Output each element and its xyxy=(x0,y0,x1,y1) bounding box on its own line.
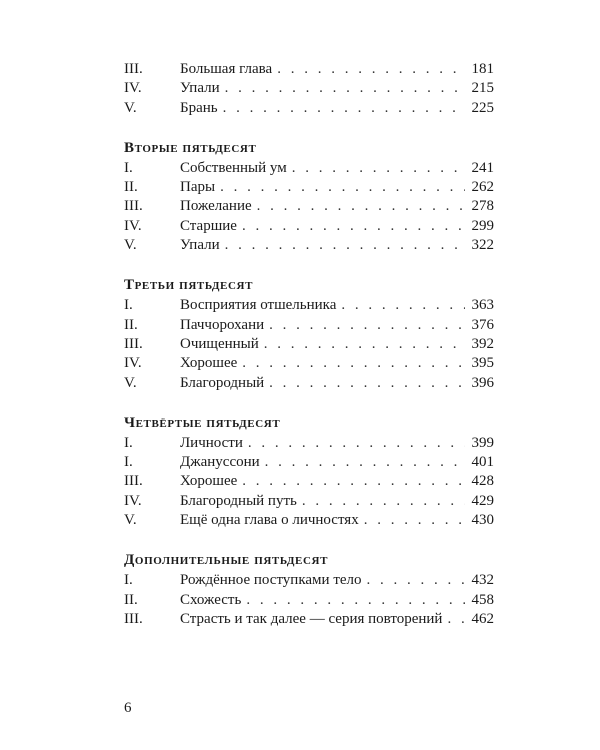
dot-leader xyxy=(447,610,465,629)
entry-page-number: 376 xyxy=(471,316,494,333)
entry-title: Брань xyxy=(180,99,218,116)
entry-page-number: 429 xyxy=(471,492,494,509)
toc-entry[interactable] xyxy=(124,236,494,255)
entry-number: V. xyxy=(124,99,137,116)
entry-number: I. xyxy=(124,572,133,589)
entry-page-number: 396 xyxy=(471,374,494,391)
entry-title: Паччорохани xyxy=(180,316,265,333)
entry-number: IV. xyxy=(124,80,142,97)
entry-title: Упали xyxy=(180,237,220,254)
entry-title: Хорошее xyxy=(180,355,238,372)
entry-page-number: 225 xyxy=(471,99,494,116)
entry-number: III. xyxy=(124,473,143,490)
toc-entry[interactable] xyxy=(124,178,494,197)
dot-leader xyxy=(257,197,465,216)
toc-entry[interactable] xyxy=(124,217,494,236)
toc-entry[interactable] xyxy=(124,335,494,354)
toc-section xyxy=(124,413,494,530)
entry-page-number: 262 xyxy=(471,179,494,196)
toc-entry[interactable] xyxy=(124,316,494,335)
section-heading: Третьи пятьдесят xyxy=(124,277,254,294)
entry-number: I. xyxy=(124,434,133,451)
entry-number: II. xyxy=(124,591,138,608)
dot-leader xyxy=(242,354,465,373)
entry-number: III. xyxy=(124,198,143,215)
entry-title: Личности xyxy=(180,434,243,451)
entry-page-number: 215 xyxy=(471,80,494,97)
entry-title: Очищенный xyxy=(180,335,259,352)
entry-page-number: 458 xyxy=(471,591,494,608)
entry-page-number: 462 xyxy=(471,610,494,627)
toc-entry[interactable] xyxy=(124,492,494,511)
entry-page-number: 395 xyxy=(471,355,494,372)
toc-entry[interactable] xyxy=(124,571,494,590)
toc-entry[interactable] xyxy=(124,591,494,610)
entry-number: IV. xyxy=(124,217,142,234)
dot-leader xyxy=(246,591,465,610)
entry-page-number: 241 xyxy=(471,159,494,176)
section-heading: Вторые пятьдесят xyxy=(124,139,257,156)
entry-number: I. xyxy=(124,159,133,176)
dot-leader xyxy=(264,335,465,354)
entry-number: I. xyxy=(124,297,133,314)
dot-leader xyxy=(225,236,465,255)
table-of-contents xyxy=(124,60,494,649)
entry-title: Старшие xyxy=(180,217,237,234)
toc-section xyxy=(124,550,494,629)
dot-leader xyxy=(277,60,465,79)
toc-entry[interactable] xyxy=(124,374,494,393)
entry-title: Собственный ум xyxy=(180,159,287,176)
entry-page-number: 432 xyxy=(471,572,494,589)
entry-page-number: 278 xyxy=(471,198,494,215)
dot-leader xyxy=(269,316,465,335)
entry-title: Хорошее xyxy=(180,473,238,490)
toc-section xyxy=(124,138,494,255)
entry-page-number: 322 xyxy=(471,237,494,254)
entry-title: Восприятия отшельника xyxy=(180,297,337,314)
entry-page-number: 181 xyxy=(471,61,494,77)
toc-entry[interactable] xyxy=(124,453,494,472)
dot-leader xyxy=(242,472,465,491)
entry-title: Благородный xyxy=(180,374,265,391)
toc-entry[interactable] xyxy=(124,434,494,453)
entry-title: Ещё одна глава о личностях xyxy=(180,512,359,529)
entry-number: III. xyxy=(124,335,143,352)
entry-title: Схожесть xyxy=(180,591,242,608)
page-folio-number: 6 xyxy=(124,700,132,716)
entry-title: Упали xyxy=(180,80,220,97)
entry-number: I. xyxy=(124,454,133,471)
entry-title: Рождённое поступками тело xyxy=(180,572,362,589)
dot-leader xyxy=(364,511,465,530)
entry-title: Пожелание xyxy=(180,198,252,215)
entry-number: V. xyxy=(124,512,137,529)
dot-leader xyxy=(248,434,465,453)
entry-number: III. xyxy=(124,610,143,627)
entry-page-number: 401 xyxy=(471,454,494,471)
entry-page-number: 430 xyxy=(471,512,494,529)
toc-entry[interactable] xyxy=(124,197,494,216)
dot-leader xyxy=(341,296,465,315)
toc-entry[interactable] xyxy=(124,610,494,629)
entry-number: IV. xyxy=(124,492,142,509)
section-heading: Дополнительные пятьдесят xyxy=(124,552,329,569)
entry-number: II. xyxy=(124,316,138,333)
toc-entry[interactable] xyxy=(124,354,494,373)
entry-number: III. xyxy=(124,61,143,77)
section-heading: Четвёртые пятьдесят xyxy=(124,414,281,431)
entry-page-number: 299 xyxy=(471,217,494,234)
entry-number: V. xyxy=(124,237,137,254)
dot-leader xyxy=(367,571,465,590)
toc-section xyxy=(124,275,494,392)
entry-number: V. xyxy=(124,374,137,391)
toc-entry[interactable] xyxy=(124,472,494,491)
dot-leader xyxy=(225,79,465,98)
entry-title: Большая глава xyxy=(180,61,273,77)
toc-entry[interactable] xyxy=(124,79,494,98)
entry-number: IV. xyxy=(124,355,142,372)
dot-leader xyxy=(220,178,465,197)
dot-leader xyxy=(269,374,465,393)
toc-entry[interactable] xyxy=(124,511,494,530)
dot-leader xyxy=(265,453,465,472)
toc-entry[interactable] xyxy=(124,296,494,315)
entry-page-number: 428 xyxy=(471,473,494,490)
entry-number: II. xyxy=(124,179,138,196)
toc-section-continued xyxy=(124,60,494,118)
entry-page-number: 392 xyxy=(471,335,494,352)
entry-title: Страсть и так далее — серия повторений xyxy=(180,610,443,627)
dot-leader xyxy=(242,217,465,236)
dot-leader xyxy=(302,492,465,511)
toc-entry[interactable] xyxy=(124,60,494,79)
entry-page-number: 363 xyxy=(471,297,494,314)
entry-title: Пары xyxy=(180,179,216,196)
dot-leader xyxy=(223,99,465,118)
dot-leader xyxy=(292,159,465,178)
toc-entry[interactable] xyxy=(124,159,494,178)
entry-title: Джануссони xyxy=(180,454,260,471)
entry-page-number: 399 xyxy=(471,434,494,451)
toc-entry[interactable] xyxy=(124,99,494,118)
entry-title: Благородный путь xyxy=(180,492,297,509)
